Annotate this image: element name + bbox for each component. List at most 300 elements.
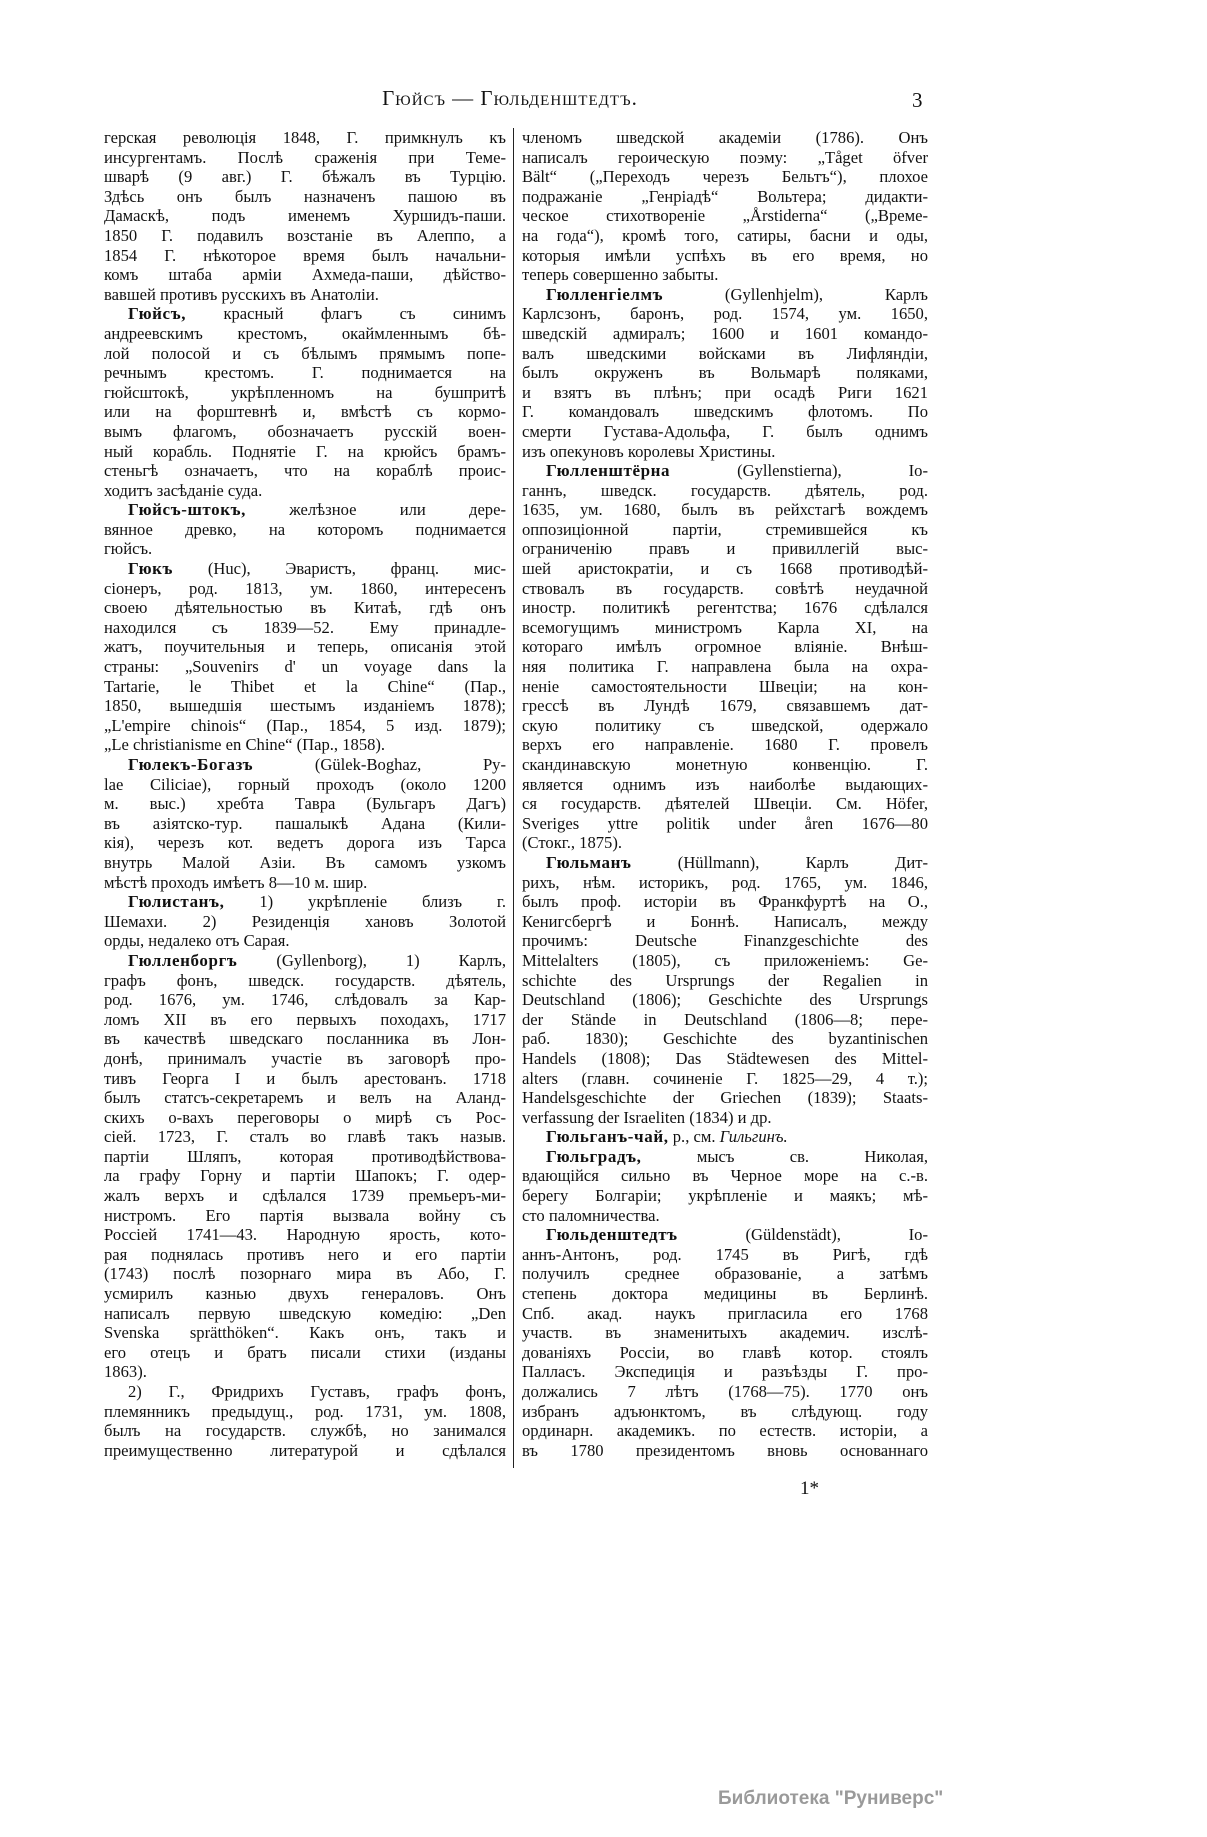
text-line xyxy=(104,696,506,716)
line-text: написалъ героическую поэму: „Tåget öfver xyxy=(522,147,928,167)
text-line xyxy=(522,285,928,305)
line-text: ный корабль. Поднятіе Г. на крюйсъ брамъ- xyxy=(104,441,506,461)
text-line xyxy=(104,1166,506,1186)
text-line xyxy=(104,579,506,599)
line-text: аннъ-Антонъ, род. 1745 въ Ригѣ, гдѣ xyxy=(522,1244,928,1264)
text-line xyxy=(104,775,506,795)
line-text: Г. командовалъ шведскимъ флотомъ. По xyxy=(522,402,928,422)
text-line xyxy=(522,442,928,462)
text-line xyxy=(522,1186,928,1206)
line-text: написалъ первую шведскую комедію: „Den xyxy=(104,1303,506,1323)
text-line xyxy=(104,1421,506,1441)
text-line xyxy=(522,971,928,991)
text-line xyxy=(522,1264,928,1284)
text-line xyxy=(104,1441,506,1461)
line-text: сіей. 1723, Г. сталъ во главѣ такъ назыв. xyxy=(104,1127,506,1147)
text-line xyxy=(522,794,928,814)
line-text: является однимъ изъ наиболѣе выдающих- xyxy=(522,774,928,794)
entry-headword: Гюльманъ xyxy=(546,852,632,872)
page-number: 3 xyxy=(912,88,923,112)
text-line xyxy=(522,206,928,226)
article-entry xyxy=(104,755,506,892)
line-text: жатъ, поучительныя и теперь, описанія этой xyxy=(104,637,506,657)
line-text: грессѣ въ Лундѣ 1679, связавшемъ дат- xyxy=(522,696,928,716)
article-entry xyxy=(522,1147,928,1225)
line-text: мѣстѣ проходъ имѣетъ 8—10 м. шир. xyxy=(104,872,368,892)
text-line xyxy=(522,579,928,599)
line-text: (Gyllenborg), 1) Карлъ, xyxy=(237,950,506,970)
text-line xyxy=(104,1049,506,1069)
line-text: р., см. xyxy=(668,1127,720,1147)
entry-headword: Гюльганъ-чай, xyxy=(546,1127,669,1147)
text-line xyxy=(522,500,928,520)
line-text: его отецъ и братъ писали стихи (изданы xyxy=(104,1342,506,1362)
line-text: (Gülek-Boghaz, Py- xyxy=(253,755,506,774)
text-line xyxy=(104,383,506,403)
line-text: Дамаскѣ, подъ именемъ Хуршидъ-паши. xyxy=(104,206,506,226)
article-entry xyxy=(522,285,928,461)
line-text: сіонеръ, род. 1813, ум. 1860, интересенъ xyxy=(104,578,506,598)
text-line xyxy=(522,1343,928,1363)
entry-headword: Гюльградъ, xyxy=(546,1146,642,1166)
text-line xyxy=(104,363,506,383)
text-line xyxy=(104,1304,506,1324)
line-text: ограниченію правъ и привиллегій выс- xyxy=(522,539,928,559)
line-text: и взятъ въ плѣнъ; при осадѣ Риги 1621 xyxy=(522,382,928,402)
text-line xyxy=(104,246,506,266)
line-text: „L'empire chinois“ (Пар., 1854, 5 изд. 1879); xyxy=(104,715,506,735)
line-text: Карлсзонъ, баронъ, род. 1574, ум. 1650, xyxy=(522,304,928,324)
text-line xyxy=(104,814,506,834)
text-line xyxy=(522,1147,928,1167)
line-text: былъ проф. исторіи въ Франкфуртѣ на О., xyxy=(522,892,928,912)
text-line xyxy=(522,833,928,853)
text-line xyxy=(522,1108,928,1128)
text-line xyxy=(104,461,506,481)
text-line xyxy=(104,1382,506,1402)
entry-headword: Гюлистанъ, xyxy=(128,892,225,912)
line-text: шварѣ (9 авг.) Г. бѣжалъ въ Турцію. xyxy=(104,167,506,187)
line-text: (Gyllenhjelm), Карлъ xyxy=(663,284,928,304)
text-line xyxy=(104,892,506,912)
text-line xyxy=(522,912,928,932)
line-text: гюйсъ. xyxy=(104,539,153,559)
line-text: Здѣсь онъ былъ назначенъ пашою въ xyxy=(104,186,506,206)
line-text: герская революція 1848, Г. примкнулъ къ xyxy=(104,128,506,147)
line-text: избранъ адъюнктомъ, въ слѣдующ. году xyxy=(522,1401,928,1421)
line-text: verfassung der Israeliten (1834) и др. xyxy=(522,1107,772,1127)
text-line xyxy=(522,873,928,893)
text-line xyxy=(522,344,928,364)
line-text: ломъ XII въ его первыхъ походахъ, 1717 xyxy=(104,1009,506,1029)
line-text: берегу Болгаріи; укрѣпленіе и маякъ; мѣ- xyxy=(522,1186,928,1206)
text-line xyxy=(522,187,928,207)
text-line xyxy=(522,1088,928,1108)
line-text: усмирилъ казнью двухъ генераловъ. Онъ xyxy=(104,1284,506,1304)
text-line xyxy=(522,1421,928,1441)
line-text: скую политику съ шведской, одержало xyxy=(522,715,928,735)
line-text: (Gyllenstierna), Іо- xyxy=(670,461,928,481)
line-text: раб. 1830); Geschichte des byzantinischen xyxy=(522,1029,928,1049)
text-line xyxy=(522,1206,928,1226)
text-line xyxy=(522,1304,928,1324)
article-paragraph xyxy=(522,128,928,285)
line-text: ствовалъ въ государств. совѣтѣ неудачной xyxy=(522,578,928,598)
line-text: всемогущимъ министромъ Карла XI, на xyxy=(522,617,928,637)
line-text: речнымъ крестомъ. Г. поднимается на xyxy=(104,363,506,383)
text-line xyxy=(522,775,928,795)
text-line xyxy=(104,990,506,1010)
line-text: (Güldenstädt), Іо- xyxy=(677,1225,928,1245)
article-entry xyxy=(522,1127,928,1147)
text-line xyxy=(104,735,506,755)
line-text: 1850, вышедшія шестымъ изданіемъ 1878); xyxy=(104,696,506,716)
line-text: 1) укрѣпленіе близъ г. xyxy=(224,892,506,912)
article-entry xyxy=(104,500,506,559)
text-line xyxy=(104,912,506,932)
entry-headword: Гюлленгіелмъ xyxy=(546,284,664,304)
text-line xyxy=(104,206,506,226)
line-text: кія), черезъ кот. ведетъ дорога изъ Тарса xyxy=(104,833,506,853)
text-line xyxy=(522,716,928,736)
text-line xyxy=(104,598,506,618)
text-line xyxy=(104,1010,506,1030)
text-line xyxy=(522,951,928,971)
text-line xyxy=(522,226,928,246)
line-text: Tartarie, le Thibet et la Chine“ (Пар., xyxy=(104,676,506,696)
line-text: орды, недалеко отъ Сарая. xyxy=(104,931,290,951)
text-line xyxy=(522,990,928,1010)
text-line xyxy=(104,716,506,736)
line-text: теперь совершенно забыты. xyxy=(522,265,719,285)
line-text: жалъ верхъ и сдѣлался 1739 премьеръ-ми- xyxy=(104,1186,506,1206)
article-entry xyxy=(522,853,928,1127)
text-line xyxy=(522,677,928,697)
line-text: Шемахи. 2) Резиденція хановъ Золотой xyxy=(104,911,506,931)
line-text: род. 1676, ум. 1746, слѣдовалъ за Кар- xyxy=(104,990,506,1010)
right-column xyxy=(522,128,928,1460)
article-entry xyxy=(104,304,506,500)
line-text: получилъ среднее образованіе, а затѣмъ xyxy=(522,1264,928,1284)
text-line xyxy=(522,1441,928,1461)
text-line xyxy=(522,1402,928,1422)
line-text: Спб. акад. наукъ пригласила его 1768 xyxy=(522,1303,928,1323)
text-line xyxy=(104,539,506,559)
line-text: скандинавскую монетную конвенцію. Г. xyxy=(522,755,928,774)
text-line xyxy=(104,187,506,207)
text-line xyxy=(104,304,506,324)
line-text: иностр. политикѣ регентства; 1676 сдѣлался xyxy=(522,598,928,618)
text-line xyxy=(522,618,928,638)
text-line xyxy=(522,148,928,168)
entry-headword: Гюйсъ-штокъ, xyxy=(128,500,247,520)
text-line xyxy=(104,1127,506,1147)
text-line xyxy=(104,931,506,951)
line-text: lae Ciliciae), горный проходъ (около 1200 xyxy=(104,774,506,794)
line-text: 2) Г., Фридрихъ Густавъ, графъ фонъ, xyxy=(128,1382,506,1401)
line-text: м. выс.) хребта Тавра (Бульгаръ Дагъ) xyxy=(104,794,506,814)
text-line xyxy=(522,539,928,559)
line-text: степень доктора медицины въ Берлинѣ. xyxy=(522,1284,928,1304)
line-text: или на форштевнѣ и, вмѣстѣ съ кормо- xyxy=(104,402,506,422)
text-line xyxy=(522,246,928,266)
entry-headword: Гюльденштедтъ xyxy=(546,1225,678,1245)
text-line xyxy=(522,1049,928,1069)
line-text: участв. въ знаменитыхъ академич. изслѣ- xyxy=(522,1323,928,1343)
text-line xyxy=(104,520,506,540)
article-paragraph xyxy=(104,128,506,304)
line-text: 1635, ум. 1680, былъ въ рейхстагѣ вождемъ xyxy=(522,500,928,520)
line-text: гюйсштокѣ, укрѣпленномъ на бушпритѣ xyxy=(104,382,506,402)
text-line xyxy=(104,1343,506,1363)
text-line xyxy=(104,1323,506,1343)
article-entry xyxy=(104,559,506,755)
line-text: котораго имѣлъ огромное вліяніе. Внѣш- xyxy=(522,637,928,657)
line-text: былъ окруженъ въ Вольмарѣ поляками, xyxy=(522,363,928,383)
text-line xyxy=(522,304,928,324)
text-line xyxy=(522,461,928,481)
line-text: нистромъ. Его партія вызвала войну съ xyxy=(104,1205,506,1225)
text-line xyxy=(104,128,506,148)
text-line xyxy=(104,755,506,775)
text-line xyxy=(104,324,506,344)
line-text: дованіяхъ Россіи, во главѣ котор. стоялъ xyxy=(522,1342,928,1362)
text-line xyxy=(104,1245,506,1265)
line-text: ла графу Горну и партіи Шапокъ; Г. одер- xyxy=(104,1166,506,1186)
line-text: мысъ св. Николая, xyxy=(641,1146,928,1166)
text-line xyxy=(522,1245,928,1265)
line-text: своею дѣятельностью въ Китаѣ, гдѣ онъ xyxy=(104,598,506,618)
text-line xyxy=(104,833,506,853)
article-entry xyxy=(104,951,506,1382)
text-line xyxy=(522,167,928,187)
text-line xyxy=(104,422,506,442)
text-line xyxy=(104,1284,506,1304)
text-line xyxy=(522,735,928,755)
text-line xyxy=(522,598,928,618)
line-text: партіи Шляпъ, которая противодѣйствова- xyxy=(104,1146,506,1166)
left-column xyxy=(104,128,506,1460)
text-line xyxy=(104,794,506,814)
line-text: неніе самостоятельности Швеціи; на кон- xyxy=(522,676,928,696)
line-text: вымъ флагомъ, обозначаетъ русскій воен- xyxy=(104,421,506,441)
text-line xyxy=(104,344,506,364)
line-text: въ азіятско-тур. пашалыкѣ Адана (Кили- xyxy=(104,813,506,833)
text-line xyxy=(522,1362,928,1382)
entry-headword: Гюлленборгъ xyxy=(128,950,238,970)
running-head: Гюйсъ — Гюльденштедтъ. xyxy=(382,86,638,110)
text-line xyxy=(104,167,506,187)
line-text: валъ шведскими войсками въ Лифляндіи, xyxy=(522,343,928,363)
text-line xyxy=(522,1069,928,1089)
text-line xyxy=(522,657,928,677)
line-text: Svenska sprätthöken“. Какъ онъ, такъ и xyxy=(104,1323,506,1343)
line-text: которыя имѣли успѣхъ въ его время, но xyxy=(522,245,928,265)
signature-mark: 1* xyxy=(800,1478,819,1499)
text-line xyxy=(104,559,506,579)
line-text: ганнъ, шведск. государств. дѣятель, род. xyxy=(522,480,928,500)
text-line xyxy=(522,1010,928,1030)
line-text: въ 1780 президентомъ вновь основаннаго xyxy=(522,1440,928,1460)
text-line xyxy=(522,1323,928,1343)
line-text: вдающійся сильно въ Черное море на с.-в. xyxy=(522,1166,928,1186)
line-text: (Стокг., 1875). xyxy=(522,833,623,853)
line-text: Палласъ. Экспедиція и разъѣзды Г. про- xyxy=(522,1362,928,1382)
text-line xyxy=(522,481,928,501)
line-text: schichte des Ursprungs der Regalien in xyxy=(522,970,928,990)
text-line xyxy=(522,363,928,383)
text-line xyxy=(522,696,928,716)
text-line xyxy=(104,873,506,893)
line-text: находился съ 1839—52. Ему принадле- xyxy=(104,617,506,637)
line-text: страны: „Souvenirs d' un voyage dans la xyxy=(104,657,506,677)
article-entry xyxy=(104,892,506,951)
line-text: скихъ о-вахъ переговоры о мирѣ съ Рос- xyxy=(104,1107,506,1127)
text-line xyxy=(522,128,928,148)
line-text: вавшей противъ русскихъ въ Анатоліи. xyxy=(104,284,379,304)
line-text: внутрь Малой Азіи. Въ самомъ узкомъ xyxy=(104,852,506,872)
line-text: ческое стихотвореніе „Årstiderna“ („Време- xyxy=(522,206,928,226)
line-text: 1850 Г. подавилъ возстаніе въ Алеппо, а xyxy=(104,225,506,245)
text-line xyxy=(104,1225,506,1245)
line-text: Deutschland (1806); Geschichte des Ursprungs xyxy=(522,990,928,1010)
line-text: тивъ Георга I и былъ арестованъ. 1718 xyxy=(104,1068,506,1088)
text-line xyxy=(104,402,506,422)
line-text: (Huc), Эваристъ, франц. мис- xyxy=(173,559,506,579)
text-line xyxy=(522,892,928,912)
entry-headword: Гюйсъ, xyxy=(128,304,187,324)
line-text: должались 7 лѣтъ (1768—75). 1770 онъ xyxy=(522,1382,928,1401)
text-line xyxy=(104,265,506,285)
line-text: андреевскимъ крестомъ, окаймленнымъ бѣ- xyxy=(104,323,506,343)
line-text: смерти Густава-Адольфа, Г. былъ однимъ xyxy=(522,421,928,441)
text-line xyxy=(104,1264,506,1284)
article-paragraph xyxy=(104,1382,506,1460)
line-text: (1743) послѣ позорнаго мира въ Або, Г. xyxy=(104,1264,506,1284)
text-line xyxy=(522,422,928,442)
text-line xyxy=(104,951,506,971)
text-line xyxy=(522,265,928,285)
line-text: былъ на государств. службѣ, но занимался xyxy=(104,1421,506,1441)
text-line xyxy=(522,1029,928,1049)
text-line xyxy=(522,931,928,951)
line-text: ординарн. академикъ. по естеств. исторіи, а xyxy=(522,1421,928,1441)
text-line xyxy=(522,1284,928,1304)
text-line xyxy=(104,677,506,697)
text-line xyxy=(522,853,928,873)
text-line xyxy=(104,1088,506,1108)
entry-headword: Гюлекъ-Богазъ xyxy=(128,755,254,774)
text-line xyxy=(104,442,506,462)
line-text: 1854 Г. нѣкоторое время былъ начальни- xyxy=(104,245,506,265)
line-text: „Le christianisme en Chine“ (Пар., 1858). xyxy=(104,735,386,755)
line-text: сто паломничества. xyxy=(522,1205,660,1225)
text-line xyxy=(104,500,506,520)
text-line xyxy=(522,402,928,422)
line-text: (Hüllmann), Карлъ Дит- xyxy=(631,852,928,872)
line-text: на года“), кромѣ того, сатиры, басни и оды, xyxy=(522,225,928,245)
text-line xyxy=(104,226,506,246)
line-text: верхъ его направленіе. 1680 Г. провелъ xyxy=(522,735,928,755)
text-line xyxy=(522,1166,928,1186)
article-entry xyxy=(522,461,928,853)
line-text: шведскій адмиралъ; 1600 и 1601 командо- xyxy=(522,323,928,343)
line-text: оппозиціонной партіи, стремившейся къ xyxy=(522,519,928,539)
line-text: няя политика Г. направлена была на охра- xyxy=(522,657,928,677)
line-text: Sveriges yttre politik under åren 1676—80 xyxy=(522,813,928,833)
text-line xyxy=(104,1029,506,1049)
line-text: вянное древко, на которомъ поднимается xyxy=(104,519,506,539)
line-text: ходитъ засѣданіе суда. xyxy=(104,480,263,500)
text-line xyxy=(104,1069,506,1089)
line-text: въ качествѣ шведскаго посланника въ Лон- xyxy=(104,1029,506,1049)
line-text: Mittelalters (1805), съ приложеніемъ: Ge- xyxy=(522,950,928,970)
entry-headword: Гюкъ xyxy=(128,559,174,579)
text-line xyxy=(522,520,928,540)
line-text: подражаніе „Генріадѣ“ Вольтера; дидакти- xyxy=(522,186,928,206)
line-text: ся государств. дѣятелей Швеціи. См. Höfer, xyxy=(522,794,928,814)
line-text: Handelsgeschichte der Griechen (1839); Staats- xyxy=(522,1088,928,1108)
line-text: членомъ шведской академіи (1786). Онъ xyxy=(522,128,928,147)
text-line xyxy=(104,1402,506,1422)
line-text: Кенигсбергѣ и Боннѣ. Написалъ, между xyxy=(522,911,928,931)
text-line xyxy=(104,971,506,991)
text-line xyxy=(104,1108,506,1128)
cross-reference: Гильгинъ. xyxy=(719,1127,788,1147)
text-line xyxy=(522,814,928,834)
text-line xyxy=(104,618,506,638)
line-text: былъ статсъ-секретаремъ и велъ на Аланд- xyxy=(104,1088,506,1108)
line-text: преимущественно литературой и сдѣлался xyxy=(104,1440,506,1460)
text-line xyxy=(104,657,506,677)
column-divider xyxy=(513,128,514,1468)
line-text: 1863). xyxy=(104,1362,147,1382)
line-text: лой полосой и съ бѣлымъ прямымъ попе- xyxy=(104,343,506,363)
line-text: графъ фонъ, шведск. государств. дѣятель, xyxy=(104,970,506,990)
line-text: der Stände in Deutschland (1806—8; пере- xyxy=(522,1009,928,1029)
line-text: рая поднялась противъ него и его партіи xyxy=(104,1244,506,1264)
line-text: желѣзное или дере- xyxy=(246,500,506,520)
line-text: Bält“ („Переходъ черезъ Бельтъ“), плохое xyxy=(522,167,928,187)
text-line xyxy=(104,637,506,657)
text-line xyxy=(522,559,928,579)
text-line xyxy=(522,324,928,344)
text-line xyxy=(104,1147,506,1167)
line-text: изъ опекуновъ королевы Христины. xyxy=(522,441,776,461)
library-watermark: Библиотека "Руниверс" xyxy=(718,1788,944,1809)
line-text: прочимъ: Deutsche Finanzgeschichte des xyxy=(522,931,928,951)
line-text: Россіей 1741—43. Народную ярость, кото- xyxy=(104,1225,506,1245)
line-text: племянникъ предыдущ., род. 1731, ум. 1808, xyxy=(104,1401,506,1421)
text-line xyxy=(104,148,506,168)
text-line xyxy=(522,755,928,775)
text-line xyxy=(104,853,506,873)
line-text: alters (главн. сочиненіе Г. 1825—29, 4 т.); xyxy=(522,1068,928,1088)
line-text: стеньгѣ означаетъ, что на кораблѣ проис- xyxy=(104,461,506,481)
text-line xyxy=(522,383,928,403)
text-line xyxy=(522,637,928,657)
line-text: инсургентамъ. Послѣ сраженія при Теме- xyxy=(104,147,506,167)
text-line xyxy=(104,1362,506,1382)
entry-headword: Гюлленштёрна xyxy=(546,461,671,481)
line-text: Handels (1808); Das Städtewesen des Mittel- xyxy=(522,1048,928,1068)
text-line xyxy=(522,1225,928,1245)
line-text: рихъ, нѣм. историкъ, род. 1765, ум. 1846, xyxy=(522,872,928,892)
line-text: донѣ, принималъ участіе въ заговорѣ про- xyxy=(104,1048,506,1068)
line-text: комъ штаба арміи Ахмеда-паши, дѣйство- xyxy=(104,265,506,285)
line-text: шей аристократіи, и съ 1668 противодѣй- xyxy=(522,559,928,579)
article-entry xyxy=(522,1225,928,1460)
